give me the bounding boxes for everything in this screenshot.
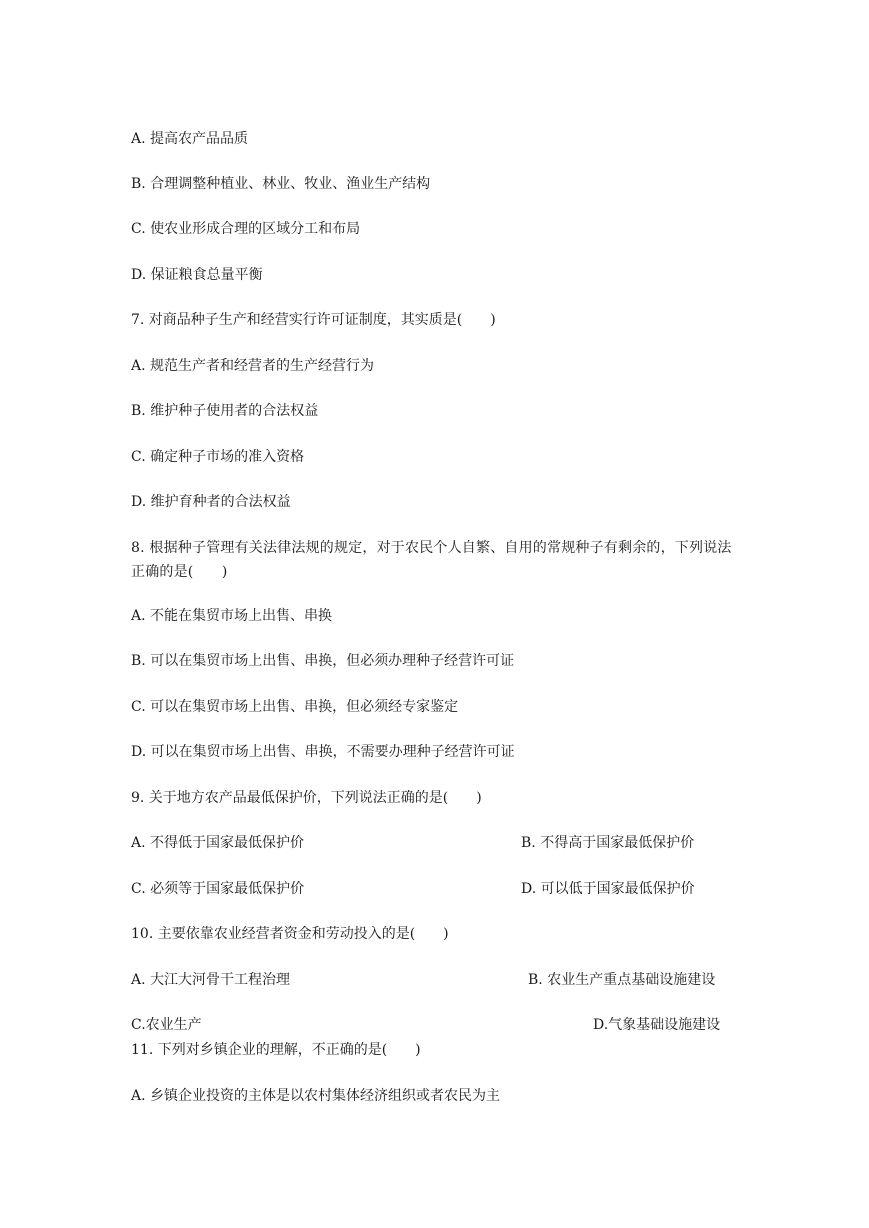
q10-stem: 10. 主要依靠农业经营者资金和劳动投入的是( )	[131, 926, 449, 942]
q9-option-c: C. 必须等于国家最低保护价	[131, 881, 305, 897]
q11-option-a: A. 乡镇企业投资的主体是以农村集体经济组织或者农民为主	[131, 1088, 501, 1104]
q7-stem: 7. 对商品种子生产和经营实行许可证制度，其实质是( )	[131, 312, 496, 328]
q6-option-d: D. 保证粮食总量平衡	[131, 267, 263, 283]
q9-stem: 9. 关于地方农产品最低保护价，下列说法正确的是( )	[131, 790, 482, 806]
q9-option-b: B. 不得高于国家最低保护价	[521, 835, 695, 851]
q7-option-b: B. 维护种子使用者的合法权益	[131, 403, 319, 419]
q10-option-c: C.农业生产	[131, 1017, 202, 1033]
q8-option-c: C. 可以在集贸市场上出售、串换，但必须经专家鉴定	[131, 699, 459, 715]
q8-option-a: A. 不能在集贸市场上出售、串换	[131, 608, 333, 624]
q10-option-b: B. 农业生产重点基础设施建设	[528, 972, 716, 988]
q7-option-d: D. 维护育种者的合法权益	[131, 494, 291, 510]
q8-stem: 8. 根据种子管理有关法律法规的规定，对于农民个人自繁、自用的常规种子有剩余的，下列说法正确的是( )	[131, 540, 732, 580]
q6-option-c: C. 使农业形成合理的区域分工和布局	[131, 221, 361, 237]
q10-option-a: A. 大江大河骨干工程治理	[131, 972, 291, 988]
q10-option-d: D.气象基础设施建设	[593, 1017, 721, 1033]
q7-option-a: A. 规范生产者和经营者的生产经营行为	[131, 358, 375, 374]
q9-option-a: A. 不得低于国家最低保护价	[131, 835, 305, 851]
q9-option-d: D. 可以低于国家最低保护价	[521, 881, 695, 897]
q6-option-b: B. 合理调整种植业、林业、牧业、渔业生产结构	[131, 176, 431, 192]
q8-option-d: D. 可以在集贸市场上出售、串换，不需要办理种子经营许可证	[131, 744, 515, 760]
q8-option-b: B. 可以在集贸市场上出售、串换，但必须办理种子经营许可证	[131, 653, 515, 669]
q7-option-c: C. 确定种子市场的准入资格	[131, 449, 305, 465]
q6-option-a: A. 提高农产品品质	[131, 131, 249, 147]
q11-stem: 11. 下列对乡镇企业的理解，不正确的是( )	[131, 1042, 421, 1058]
